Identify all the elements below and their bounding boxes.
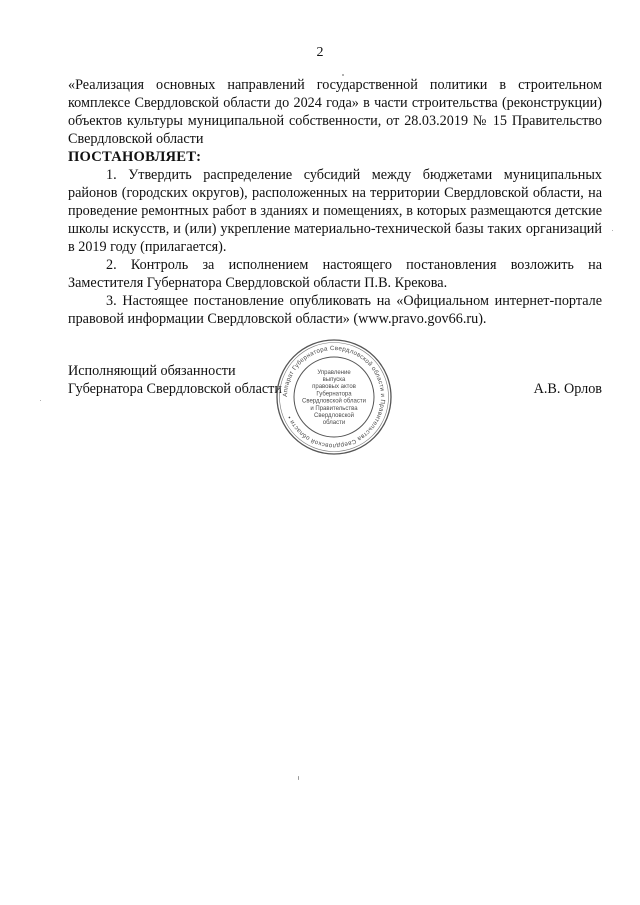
seal-center-line: и Правительства (310, 405, 358, 412)
seal-center-line: Управление (317, 369, 351, 376)
official-seal (274, 337, 394, 457)
scan-speck (40, 400, 41, 401)
signatory-title-line-1: Исполняющий обязанности (68, 363, 236, 379)
seal-center-line: правовых актов (312, 384, 356, 391)
intro-paragraph: «Реализация основных направлений государственной политики в строительном комплексе Свердловской области до 2024 года» в части строительства (реконструкции) объектов культуры муниципальной собственности, от 28.03.2019 № 15 Правительство Свердловской области (68, 77, 602, 147)
seal-center-line: выпуска (322, 377, 346, 383)
signatory-title (68, 362, 282, 398)
signatory-name: А.В. Орлов (533, 381, 602, 397)
signatory-title-line-2: Губернатора Свердловской области (68, 381, 282, 397)
seal-center-line: области (322, 420, 346, 427)
seal-center-line: Свердловской (314, 413, 354, 419)
seal-center-line: Губернатора (316, 391, 352, 398)
item-3: 3. Настоящее постановление опубликовать на «Официальном интернет-портале правовой информации Свердловской области» (www.pravo.gov66.ru). (68, 293, 602, 327)
svg-text:Аппарат Губернатора Свердловск: Аппарат Губернатора Свердловской области и Правительства Свердловской области • (281, 344, 387, 450)
item-2: 2. Контроль за исполнением настоящего постановления возложить на Заместителя Губернатора Свердловской области П.В. Крекова. (68, 257, 602, 291)
document-body (68, 76, 602, 328)
scan-speck (612, 230, 613, 231)
scan-speck (342, 74, 344, 76)
seal-center-line: Свердловской области (301, 398, 367, 405)
page-number: 2 (316, 45, 324, 60)
item-1: 1. Утвердить распределение субсидий между бюджетами муниципальных районов (городских округов), расположенных на территории Свердловской области, на проведение ремонтных работ в зданиях и помещениях, в которых размещаются детские школы искусств, и (или) укрепление материально-технической базы таких организаций в 2019 году (прилагается). (68, 167, 602, 255)
scan-speck (298, 776, 299, 780)
resolution-keyword: ПОСТАНОВЛЯЕТ: (68, 149, 202, 165)
